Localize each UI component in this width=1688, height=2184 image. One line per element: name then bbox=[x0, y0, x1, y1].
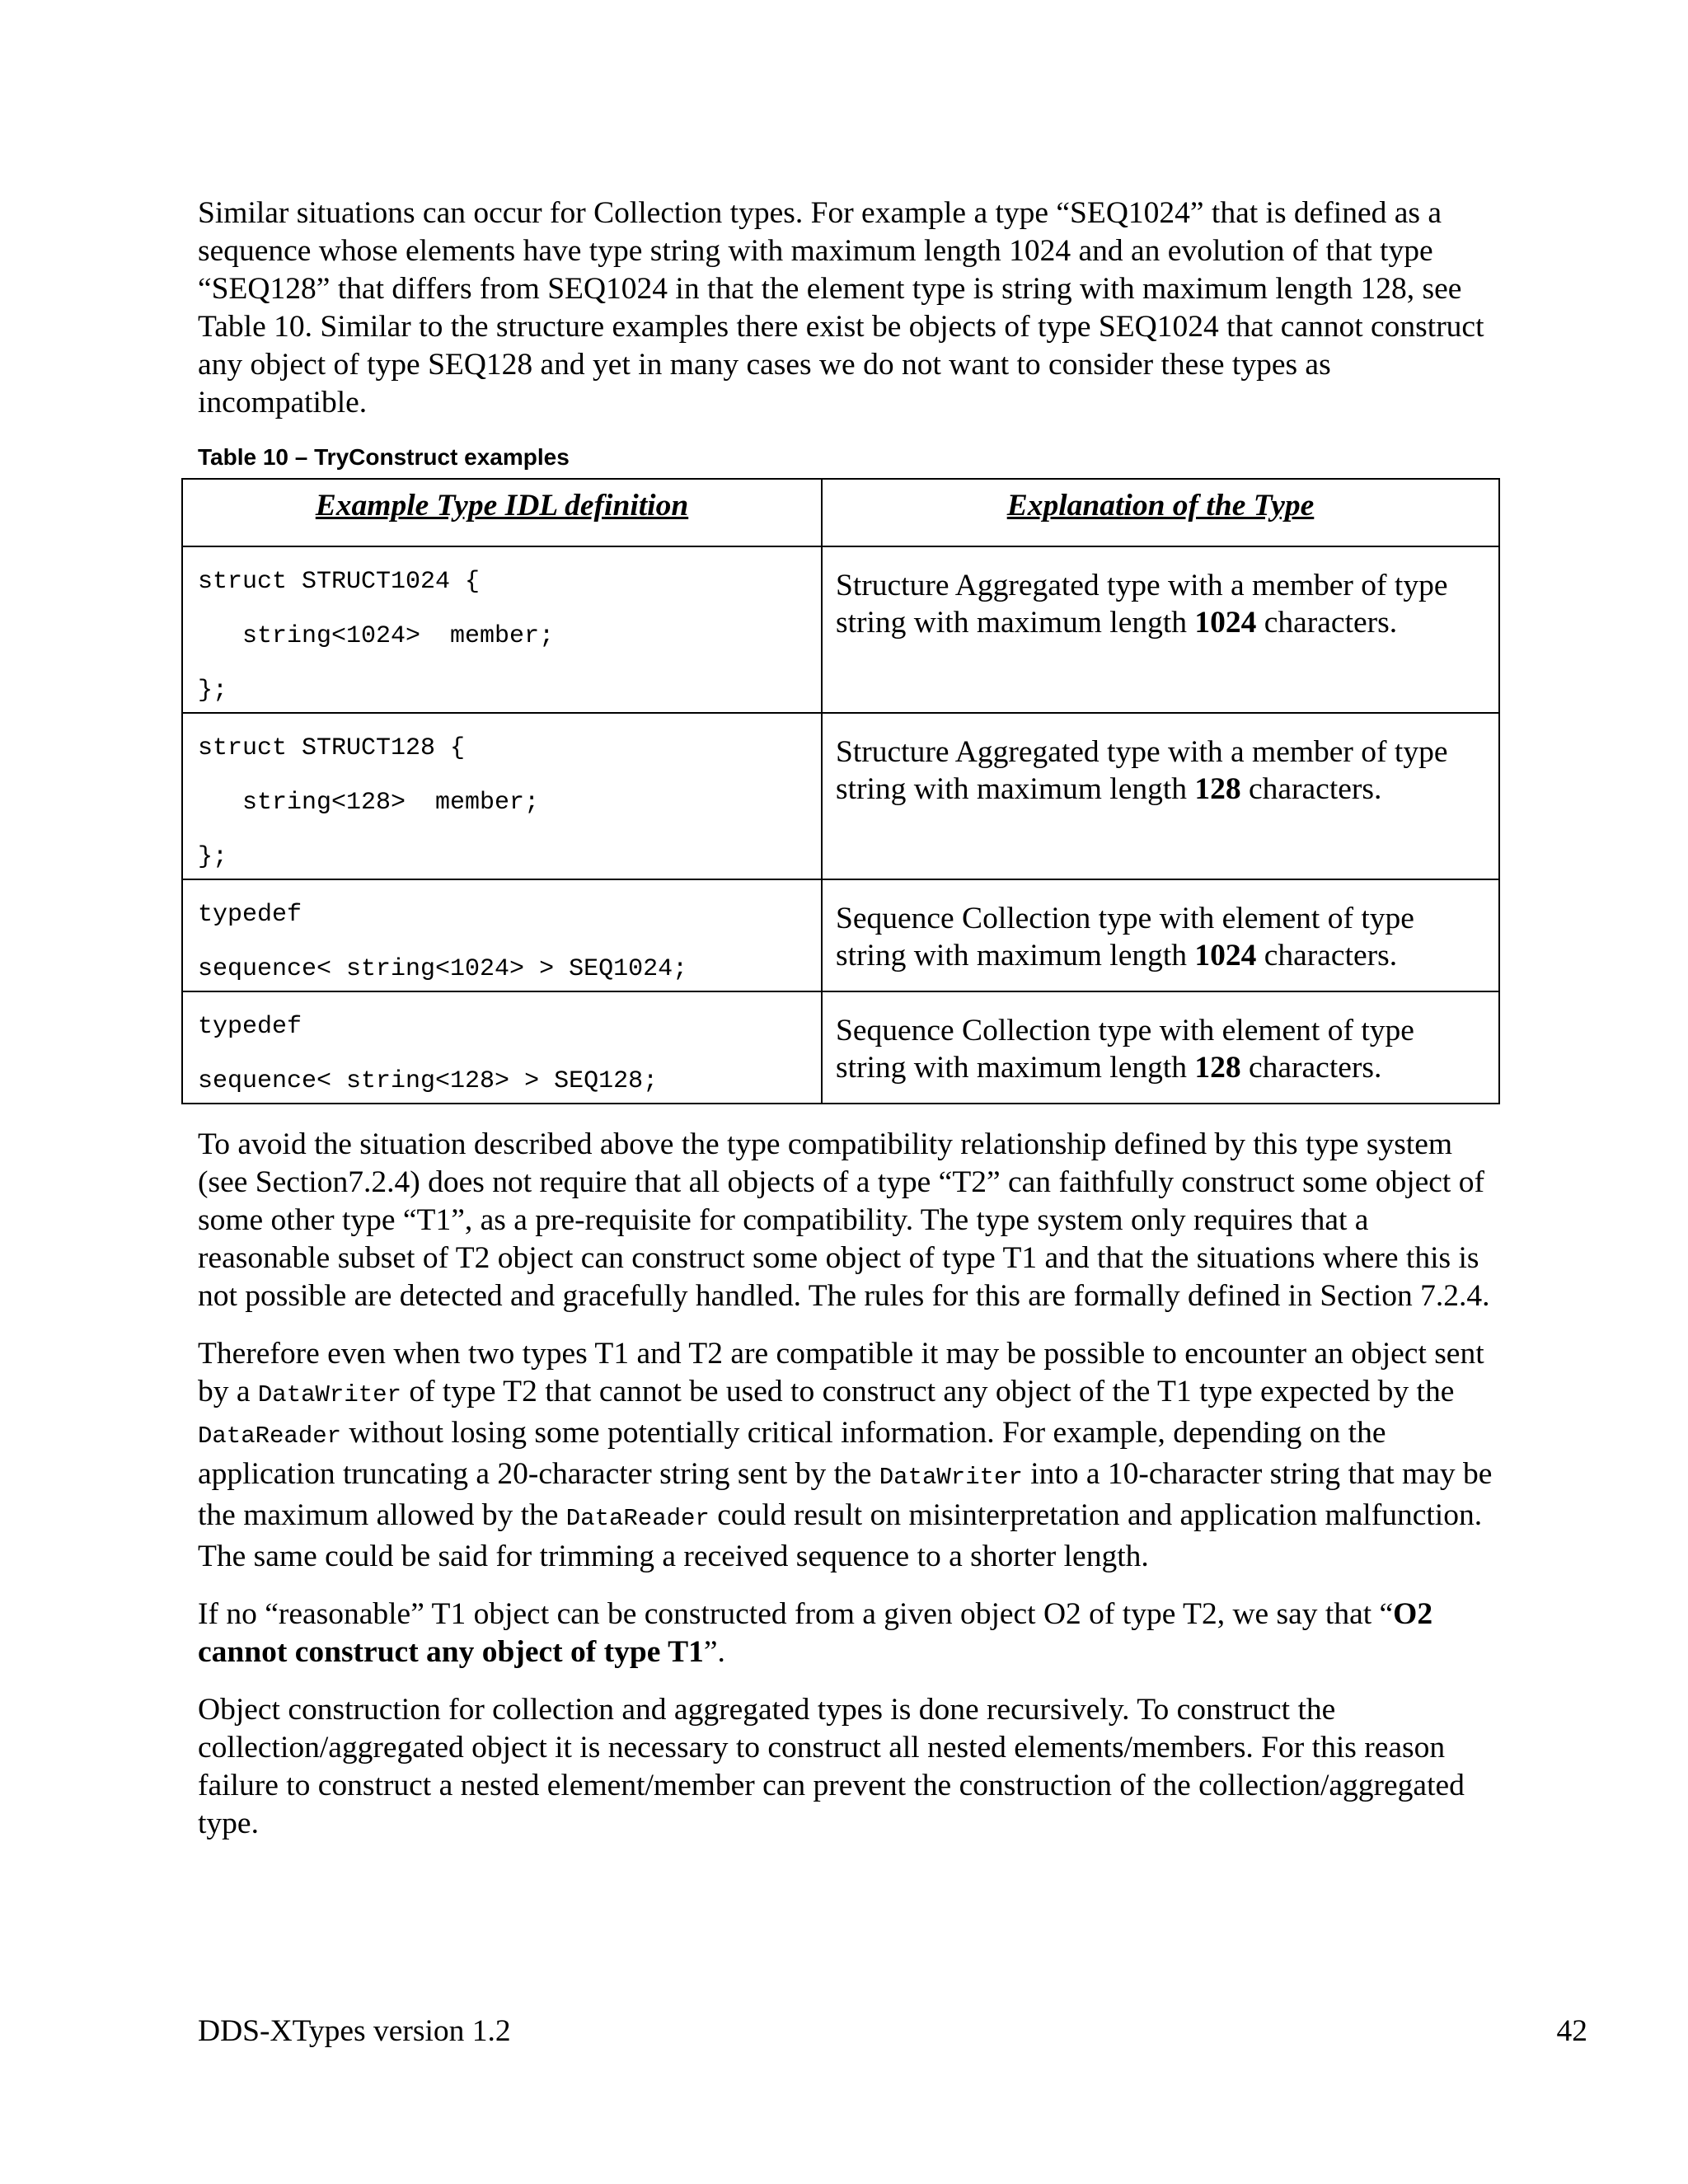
explanation-cell bbox=[822, 713, 1499, 879]
explanation-suffix: characters. bbox=[1256, 606, 1398, 640]
text-run: could result on misinterpretation and application malfunction. The same could be said for trimming a received sequence to a shorter length. bbox=[198, 1498, 1483, 1573]
idl-cell bbox=[182, 991, 822, 1104]
idl-line: struct STRUCT128 { bbox=[198, 734, 466, 762]
table-row bbox=[182, 546, 1499, 713]
explanation-text: Structure Aggregated type with a member of type string with maximum length bbox=[836, 735, 1448, 806]
idl-line: sequence< string<1024> > SEQ1024; bbox=[198, 955, 688, 983]
explanation-cell bbox=[822, 991, 1499, 1104]
footer-page-number: 42 bbox=[1556, 2014, 1587, 2048]
explanation-suffix: characters. bbox=[1256, 939, 1398, 972]
text-run: If no “reasonable” T1 object can be constructed from a given object O2 of type T2, we say that “ bbox=[198, 1597, 1394, 1631]
datawriter-code: DataWriter bbox=[879, 1464, 1023, 1491]
header-idl-definition: Example Type IDL definition bbox=[182, 479, 822, 546]
intro-paragraph: Similar situations can occur for Collection types. For example a type “SEQ1024” that is defined as a sequence whose elements have type string with maximum length 1024 and an evolution of that type “SEQ128” that differs from SEQ1024 in that the element type is string with maximum length 128, see Table 10. Similar to the structure examples there exist be objects of type SEQ1024 that cannot construct any object of type SEQ128 and yet in many cases we do not want to consider these types as incompatible. bbox=[198, 196, 1484, 419]
table-row bbox=[182, 713, 1499, 879]
table-header-row bbox=[182, 479, 1499, 546]
recursion-paragraph: Object construction for collection and aggregated types is done recursively. To construct the collection/aggregated object it is necessary to construct all nested elements/members. For this reason failure to construct a nested element/member can prevent the construction of the collection/aggregated type. bbox=[198, 1693, 1465, 1840]
text-run: ”. bbox=[703, 1635, 725, 1669]
datareader-code: DataReader bbox=[198, 1422, 342, 1450]
explanation-text: Structure Aggregated type with a member of type string with maximum length bbox=[836, 569, 1448, 640]
truncation-paragraph bbox=[198, 1335, 1500, 1576]
explanation-length: 128 bbox=[1194, 772, 1241, 806]
compatibility-paragraph: To avoid the situation described above the type compatibility relationship defined by this type system (see Section7.2.4) does not require that all objects of a type “T2” can faithfully construct some object of some other type “T1”, as a pre-requisite for compatibility. The type system only requires that a reasonable subset of T2 object can construct some object of type T1 and that the situations where this is not possible are detected and gracefully handled. The rules for this are formally defined in Section 7.2.4. bbox=[198, 1127, 1490, 1313]
idl-line: struct STRUCT1024 { bbox=[198, 568, 481, 596]
text-run: Therefore even when two types T1 and T2 are compatible it may be possible to encounter an object sent by a bbox=[198, 1337, 1484, 1408]
definition-paragraph bbox=[198, 1596, 1500, 1671]
idl-line: }; bbox=[198, 843, 228, 871]
explanation-text: Sequence Collection type with element of type string with maximum length bbox=[836, 902, 1414, 972]
text-run: without losing some potentially critical information. For example, depending on the application truncating a 20-character string sent by the bbox=[198, 1416, 1386, 1491]
explanation-length: 1024 bbox=[1194, 939, 1257, 972]
idl-cell bbox=[182, 546, 822, 713]
idl-line: sequence< string<128> > SEQ128; bbox=[198, 1067, 659, 1095]
idl-line: }; bbox=[198, 677, 228, 705]
idl-cell bbox=[182, 713, 822, 879]
text-run: into a 10-character string that may be the maximum allowed by the bbox=[198, 1457, 1493, 1532]
datareader-code: DataReader bbox=[565, 1505, 710, 1532]
explanation-cell bbox=[822, 879, 1499, 991]
definition-bold: O2 cannot construct any object of type T1 bbox=[198, 1597, 1433, 1669]
explanation-length: 1024 bbox=[1194, 606, 1257, 640]
footer-doc-title: DDS-XTypes version 1.2 bbox=[198, 2014, 511, 2048]
datawriter-code: DataWriter bbox=[257, 1381, 401, 1408]
explanation-cell bbox=[822, 546, 1499, 713]
table-row bbox=[182, 991, 1499, 1104]
page-content bbox=[198, 194, 1500, 1843]
idl-line: string<1024> member; bbox=[198, 622, 555, 650]
idl-line: typedef bbox=[198, 901, 302, 929]
explanation-suffix: characters. bbox=[1240, 1051, 1382, 1085]
table-caption: Table 10 – TryConstruct examples bbox=[198, 444, 570, 470]
idl-line: typedef bbox=[198, 1013, 302, 1041]
table-row bbox=[182, 879, 1499, 991]
text-run: of type T2 that cannot be used to construct any object of the T1 type expected by the bbox=[401, 1375, 1455, 1408]
explanation-text: Sequence Collection type with element of type string with maximum length bbox=[836, 1014, 1414, 1085]
idl-line: string<128> member; bbox=[198, 789, 540, 817]
explanation-suffix: characters. bbox=[1240, 772, 1382, 806]
explanation-length: 128 bbox=[1194, 1051, 1241, 1085]
idl-cell bbox=[182, 879, 822, 991]
header-explanation: Explanation of the Type bbox=[822, 479, 1499, 546]
tryconstruct-table bbox=[181, 478, 1500, 1104]
